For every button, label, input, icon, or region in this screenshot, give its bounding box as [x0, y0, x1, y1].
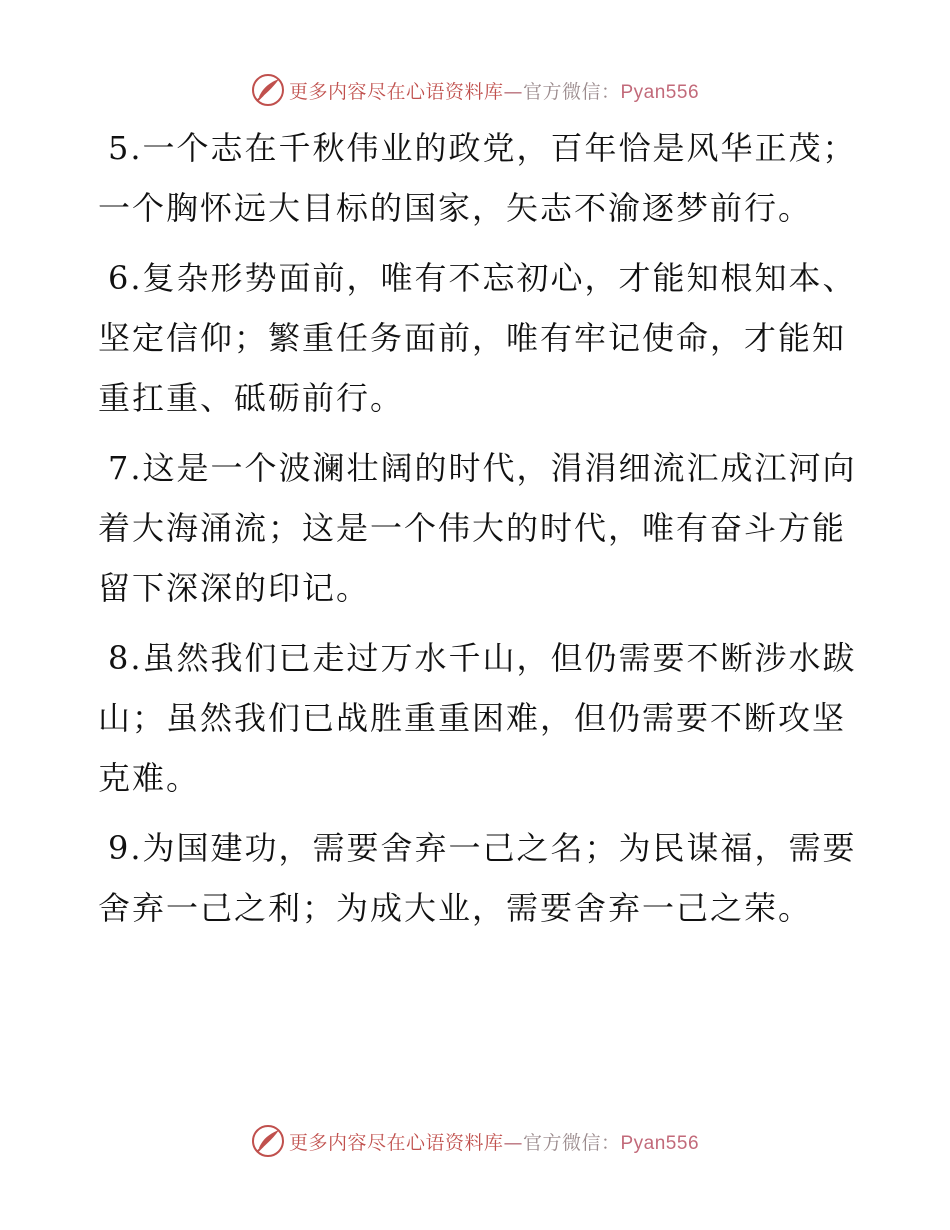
watermark-main: 更多内容尽在心语资料库 [288, 80, 504, 103]
watermark-wechat-id: Pyan556 [620, 1132, 700, 1154]
header-watermark [0, 70, 950, 110]
paragraph-6: 6.复杂形势面前，唯有不忘初心，才能知根知本、坚定信仰；繁重任务面前，唯有牢记使命，才能知重扛重、砥砺前行。 [98, 259, 857, 417]
paragraph-8: 8.虽然我们已走过万水千山，但仍需要不断涉水跋山；虽然我们已战胜重重困难，但仍需要不断攻坚克难。 [98, 639, 857, 797]
watermark-text [289, 1128, 699, 1155]
watermark-wechat-id: Pyan556 [620, 81, 700, 103]
watermark-dash: — [503, 1131, 523, 1154]
watermark-text [289, 77, 699, 104]
watermark-wechat-label: 官方微信： [522, 80, 621, 103]
quill-logo-icon [251, 73, 285, 107]
footer-watermark [0, 1121, 950, 1161]
quill-logo-icon [251, 1124, 285, 1158]
watermark-dash: — [503, 80, 523, 103]
paragraph-5: 5.一个志在千秋伟业的政党，百年恰是风华正茂；一个胸怀远大目标的国家，矢志不渝逐梦前行。 [98, 129, 857, 227]
paragraph-7: 7.这是一个波澜壮阔的时代，涓涓细流汇成江河向着大海涌流；这是一个伟大的时代，唯有奋斗方能留下深深的印记。 [98, 449, 857, 607]
paragraph-9: 9.为国建功，需要舍弃一己之名；为民谋福，需要舍弃一己之利；为成大业，需要舍弃一己之荣。 [98, 829, 857, 927]
document-body [98, 118, 858, 948]
watermark-main: 更多内容尽在心语资料库 [288, 1131, 504, 1154]
watermark-wechat-label: 官方微信： [522, 1131, 621, 1154]
